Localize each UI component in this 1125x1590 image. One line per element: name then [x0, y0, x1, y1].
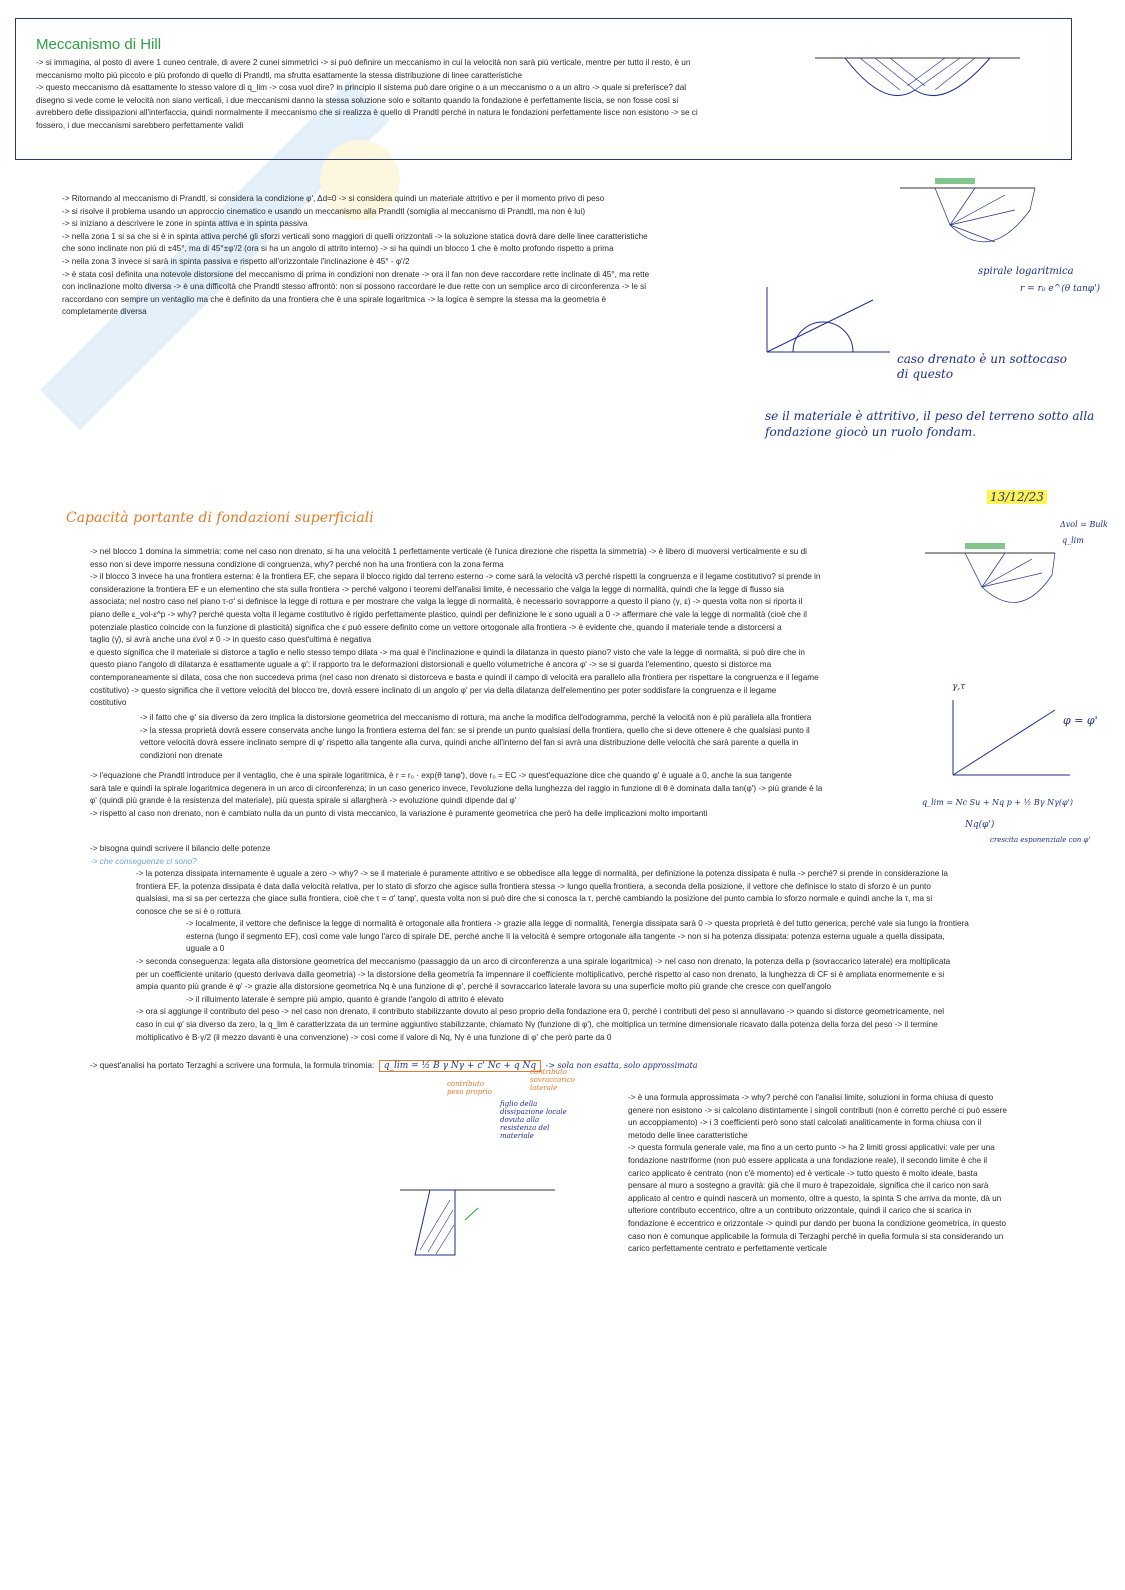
note-self-weight: contributo peso proprio: [447, 1080, 492, 1096]
text-line: -> si iniziano a descrivere le zone in spinta attiva e in spinta passiva: [62, 219, 308, 229]
power-balance-text: [90, 843, 690, 868]
text-line: ampia quanto più grande è φ' -> grazie alla distorsione geometrica Nq è una funzione di φ', perché il sovraccarico laterale lavora su una superficie molto più grande che cresce con quell'angolo: [136, 982, 832, 992]
note-log-spiral: spirale logaritmica: [978, 266, 1074, 277]
hill-mechanism-diagram: [815, 50, 1020, 110]
note-qlim: q_lim: [1062, 536, 1084, 545]
text-line: φ' (quindi più grande è la resistenza del materiale), più questa spirale si allargherà -> evoluzione quindi dipende dal φ': [90, 796, 517, 806]
dilatancy-diagram: [945, 695, 1075, 785]
bearing-capacity-text: [90, 546, 918, 710]
note-bulk: Δvol = Bulk: [1060, 520, 1108, 529]
text-line: pensare al muro a sostegno a gravità: già che il muro è trapezoidale, significa che il carico non sarà: [628, 1181, 989, 1191]
text-line: -> seconda conseguenza: legata alla distorsione geometrica del meccanismo (passaggio da un arco di circonferenza a una spirale logaritmica) -> nel caso non drenato, la potenza della p (sovraccarico laterale) era moltiplicata: [136, 957, 951, 966]
text-line: -> nel blocco 1 domina la simmetria: come nel caso non drenato, si ha una velocità 1 perfettamente verticale (è l'unica direzione che rispetta la simmetria) -> è libero di muoversi verticalmente e su di: [90, 547, 807, 556]
text-line: -> il rilluimento laterale è sempre più ampio, quanto è grande l'angolo di attrito è elevato: [186, 994, 504, 1004]
text-line: ulteriore contributo eccentrico, oltre a un contributo orizzontale, quindi il carico che si scarica in: [628, 1206, 972, 1216]
text-line: avrebbero delle dissipazioni all'interfaccia, quindi normalmente il meccanismo che si realizza è quello di Prandtl perché in natura le fondazioni perfettamente lisce non esistono -> se ci: [36, 108, 698, 118]
drained-mechanism-diagram: [895, 170, 1045, 270]
note-nq: Nq(φ'): [965, 820, 995, 830]
text-line: considerazione la frontiera EF e un elementino che sta sulla frontiera -> perché valgono i teoremi dell'analisi limite, è necessario che valga la legge di normalità, quindi che la legge di flusso sia: [90, 584, 785, 594]
text-line: fossero, i due meccanismi sarebbero perfettamente validi: [36, 120, 244, 130]
prandtl-drained-text: [62, 193, 752, 319]
terzaghi-approx-note: -> sola non esatta, solo approssimata: [545, 1061, 698, 1070]
text-line: -> il blocco 3 invece ha una frontiera esterna: è la frontiera EF, che separa il blocco rigido dal terreno esterno -> come sarà la velocità v3 perché rispetti la congruenza e il legame costitutivo? si prende in: [90, 572, 821, 582]
text-line: raccordano con sempre un ventaglio ma che è definito da una frontiera che è una spirale logaritmica -> la logica è sempre la stessa ma la geometria è: [62, 294, 607, 304]
section-title: Capacità portante di fondazioni superficiali: [66, 510, 374, 526]
formula-limits-text: [628, 1092, 1063, 1256]
text-line: uguale a 0: [186, 944, 225, 954]
terzaghi-formula: q_lim = ½ B γ Nγ + c' Nc + q Nq: [379, 1060, 541, 1072]
date-label: 13/12/23: [987, 490, 1047, 504]
text-line: per un coefficiente unitario (questo derivava dalla geometria) -> la distorsione della geometria fa impennare il coefficiente moltiplicativo, perché rispetto al caso non drenato, la lunghezza di CF si è ampliata enormemente e si: [136, 969, 945, 979]
text-line: -> il fatto che φ' sia diverso da zero implica la distorsione geometrica del meccanismo di rottura, ma anche la modifica dell'odogramma, perché la velocità non è più parallela alla frontiera: [140, 713, 812, 722]
note-phi: φ = φ': [1063, 714, 1098, 727]
normality-text: [186, 918, 1061, 956]
text-line: metodo delle linee caratteristiche: [628, 1130, 748, 1140]
text-line: -> nella zona 3 invece si sarà in spinta passiva e rispetto all'orizzontale l'inclinazione è 45° - φ'/2: [62, 256, 410, 266]
text-line: che sono inclinate non più di ±45°, ma di 45°±φ'/2 (ora si ha un angolo di attrito interno) -> si ha quindi un blocco 1 che è molto profondo rispetto a prima: [62, 244, 614, 254]
text-line: caso in cui φ' sia diverso da zero, la q_lim è caratterizzata da un termine aggiuntivo stabilizzante, chiamato Nγ (funzione di φ'), che moltiplica un termine dimensionale ricavato dalla potenza della forza del peso -> il termine: [136, 1019, 938, 1029]
terzaghi-intro: -> quest'analisi ha portato Terzaghi a scrivere una formula, la formula trinomia:: [90, 1061, 375, 1070]
note-qlim-eq: q_lim = Nc Su + Nq p + ½ Bγ Nγ(φ'): [922, 798, 1073, 807]
text-line: condizioni non drenate: [140, 750, 223, 760]
text-line: -> è una formula approssimata -> why? perché con l'analisi limite, soluzioni in forma chiusa di questo: [628, 1093, 994, 1102]
text-line: esso non si deve imporre nessuna condizione di congruenza, why? perché non ha una frontiera con la zona ferma: [90, 559, 504, 569]
retaining-wall-diagram: [400, 1180, 560, 1260]
note-local-dissipation: figlio della dissipazione locale dovuta alla resistenza del materiale: [500, 1100, 567, 1140]
text-line: -> si risolve il problema usando un approccio cinematico e usando un meccanismo alla Prandtl (somiglia al meccanismo di Prandtl, ma non è lui): [62, 206, 586, 216]
text-line: -> localmente, il vettore che definisce la legge di normalità è ortogonale alla frontiera -> grazie alla legge di normalità, l'energia dissipata sarà 0 -> questa proprietà è del tutto generica, perché vale sia lungo la frontiera: [186, 919, 969, 928]
terzaghi-line: [90, 1055, 790, 1073]
text-line: -> la potenza dissipata internamente è uguale a zero -> why? -> se il materiale è puramente attritivo e se obbedisce alla legge di normalità, per definizione la potenza dissipata è nulla -> perché? si prende in considerazione la: [136, 869, 948, 878]
text-line: applicato al centro e quindi nascerà un momento, oltre a questo, la spinta S che arriva da monte, dà un: [628, 1193, 1002, 1203]
note-spiral-eq: r = r₀ e^(θ tanφ'): [1020, 284, 1101, 294]
text-line: -> rispetto al caso non drenato, non è cambiato nulla da un punto di vista meccanico, la variazione è puramente geometrica che però ha delle implicazioni molto importanti: [90, 808, 708, 818]
spiral-text: [90, 770, 918, 820]
text-line: -> la stessa proprietà dovrà essere conservata anche lungo la frontiera esterna del fan: se si prende un punto qualsiasi della frontiera, quello che si deve ottenere è che qualsiasi punto il: [140, 725, 810, 735]
second-consequence-text: [136, 956, 1061, 1044]
text-line: carico perfettamente centrato e perfettamente verticale: [628, 1244, 827, 1254]
text-line: piano delle ε_vol-ε^p -> why? perché questa volta il legame costitutivo è rigido perfettamente plastico, quindi per definizione le ε sono uguali a 0 -> affermare che vale la legge di normalità (cioè che il: [90, 609, 807, 619]
text-line: -> ora si aggiunge il contributo del peso -> nel caso non drenato, il contributo stabilizzante dovuto al peso proprio della fondazione era 0, perché i contributi del peso si annullavano -> quando si distorce geometricamente, nel: [136, 1007, 945, 1017]
text-line: qualsiasi, ma si sa per certezza che giace sulla frontiera, cioè che τ = σ' tanφ', questa volta non si può dire che si conosca la τ, perché cambiando la posizione del punto cambia lo sforzo normale e quindi anche la τ, ma si: [136, 894, 933, 904]
text-line: fondazione è eccentrico e orizzontale -> quindi pur dando per buona la condizione geometrica, in questo: [628, 1218, 1007, 1228]
text-line: caso non è comunque applicabile la formula di Terzaghi perché in quella formula si sta considerando un: [628, 1231, 1004, 1241]
text-line: meccanismo molto più piccolo e più profondo di quello di Prandtl, ma sfrutta esattamente la stessa distribuzione di linee caratteristiche: [36, 70, 523, 80]
first-consequence-text: [136, 868, 1061, 918]
text-line: costitutivo) -> questo significa che il vettore velocità del blocco tre, dovrà essere inclinato di un angolo φ' per via della dilatanza dell'elementino per poter soddisfare la congruenza e il legame: [90, 685, 777, 695]
text-line: -> questa formula generale vale, ma fino a un certo punto -> ha 2 limiti grossi applicativi: vale per una: [628, 1143, 995, 1153]
text-line: taglio (γ̇), si avrà anche una ε̇vol ≠ 0 -> in questo caso quest'ultima è negativa: [90, 635, 372, 645]
note-axis-gamma: γ,τ: [952, 682, 966, 692]
text-line: costitutivo: [90, 698, 127, 708]
text-line: -> che conseguenze ci sono?: [90, 856, 197, 866]
text-line: -> questo meccanismo dà esattamente lo stesso valore di q_lim -> cosa vuol dire? in principio il sistema può dare origine o a un meccanismo o a un altro -> quale si preferisce? dal: [36, 83, 687, 93]
text-line: -> nella zona 1 si sa che si è in spinta attiva perché gli sforzi verticali sono maggiori di quelli orizzontali -> la soluzione statica dovrà dare delle linee caratteristiche: [62, 231, 648, 241]
text-line: potenziale plastico coincide con la funzione di plasticità) significa che ε̇ può essere definito come un vettore ortogonale alla frontiera -> è evidente che, quando il materiale tende a distorcersi a: [90, 622, 782, 632]
text-line: -> è stata così definita una notevole distorsione del meccanismo di prima in condizioni non drenate -> ora il fan non deve raccordare rette inclinate di 45°, ma rette: [62, 269, 650, 279]
text-line: e questo significa che il materiale si distorce a taglio e nello stesso tempo dilata -> ma qual è l'inclinazione e quindi la dilatanza in questo piano? visto che vale la legge di normalità, si può dire che in: [90, 647, 805, 657]
text-line: -> Ritornando al meccanismo di Prandtl, si considera la condizione φ', Δd=0 -> si considera quindi un materiale attritivo e per il momento privo di peso: [62, 194, 605, 203]
note-drained-subcase: caso drenato è un sottocaso di questo: [897, 352, 1068, 381]
note-weight-role: se il materiale è attritivo, il peso del terreno sotto alla fondazione giocò un ruolo fondam.: [765, 409, 1095, 439]
note-exp-growth: crescita esponenziale con φ': [990, 836, 1091, 844]
text-line: con inclinazione molto diversa -> è una difficoltà che Prandtl stesso affrontò: non si possono raccordare le due rette con un semplice arco di circonferenza -> le si: [62, 282, 647, 292]
text-line: -> bisogna quindi scrivere il bilancio delle potenze: [90, 844, 271, 853]
text-line: frontiera EF, la potenza dissipata è data dalla velocità relativa, per lo stato di sforzo che agisce sulla frontiera stessa -> lungo quella frontiera, a seconda della posizione, il vettore che definisce lo stato di sforzo è un punto: [136, 881, 931, 891]
text-line: contemporaneamente si dilata, cosa che non succedeva prima (nel caso non drenato si distorceva e basta e quindi il campo di velocità era parallelo alla frontiera per rispettare la congruenza e il legame: [90, 672, 819, 682]
hill-text: [36, 57, 796, 133]
text-line: sarà tale e quindi la spirale logaritmica degenera in un arco di circonferenza; in un caso generico invece, l'evoluzione della lunghezza del raggio in funzione di θ è dominata dalla tan(φ') -> più grande è la: [90, 783, 823, 793]
text-line: -> l'equazione che Prandtl introduce per il ventaglio, che è una spirale logaritmica, è r = r₀ · exp(θ tanφ'), dove r₀ = EC -> quest'equazione dice che quando φ' è uguale a 0, anche la sua tangente: [90, 771, 792, 780]
hill-title: Meccanismo di Hill: [36, 36, 162, 53]
text-line: esterna (lungo il segmento EF), così come vale lungo l'arco di spirale DE, perché anche lì la velocità è sempre ortogonale alla tangente -> non si ha potenza dissipata: potenza esterna uguale a quella dissipata,: [186, 931, 945, 941]
text-line: associata; nel nostro caso nel piano τ-σ' si definisce la legge di rottura e per mostrare che valga la legge di normalità, è necessario sovrapporre a questo il piano (γ, ε) -> questa volta non si riporta il: [90, 597, 803, 607]
text-line: -> si immagina, al posto di avere 1 cuneo centrale, di avere 2 cunei simmetrici -> si può definire un meccanismo in cui la velocità non sarà più verticale, mentre per tutto il resto, è un: [36, 58, 691, 67]
text-line: fondazione nastriforme (non può essere applicata a una fondazione reale), il secondo limite è che il: [628, 1155, 988, 1165]
text-line: vettore velocità dovrà essere inclinato sempre di φ' rispetto alla tangente alla curva, quindi anche all'interno del fan si avrà una distribuzione delle velocità che sarà parente a quella in: [140, 738, 799, 748]
text-line: un accoppiamento) -> i 3 coefficienti però sono stati calcolati analiticamente in forma chiusa con il: [628, 1118, 982, 1128]
text-line: disegno si vede come le velocità non siano verticali, i due meccanismi danno la stessa soluzione solo e soltanto quando la fondazione è perfettamente liscia, se non fosse così si: [36, 95, 679, 105]
tau-sigma-diagram: [755, 282, 895, 362]
drained-mechanism-diagram-2: [920, 515, 1060, 625]
note-surcharge: contributo sovraccarico laterale: [530, 1068, 576, 1092]
text-line: questo piano l'angolo di dilatanza è esattamente uguale a φ': il rapporto tra le deformazioni distorsionali e quello volumetriche è ancora φ' -> se si guarda l'elementino, questo si distorce ma: [90, 660, 772, 670]
text-line: moltiplicativo è B·γ/2 (il mezzo davanti è una convenzione) -> così come il valore di Nq, Nγ è una funzione di φ' che però parte da 0: [136, 1032, 612, 1042]
text-line: conosce che se si è o rottura: [136, 906, 241, 916]
text-line: carico applicato è centrato (non c'è momento) ed è verticale -> tutto questo è molto ideale, basta: [628, 1168, 978, 1178]
text-line: genere non esistono -> si calcolano distintamente i singoli contributi (non è corretto perché ci può essere: [628, 1105, 1007, 1115]
fan-text: [140, 712, 910, 762]
text-line: completamente diversa: [62, 307, 147, 317]
